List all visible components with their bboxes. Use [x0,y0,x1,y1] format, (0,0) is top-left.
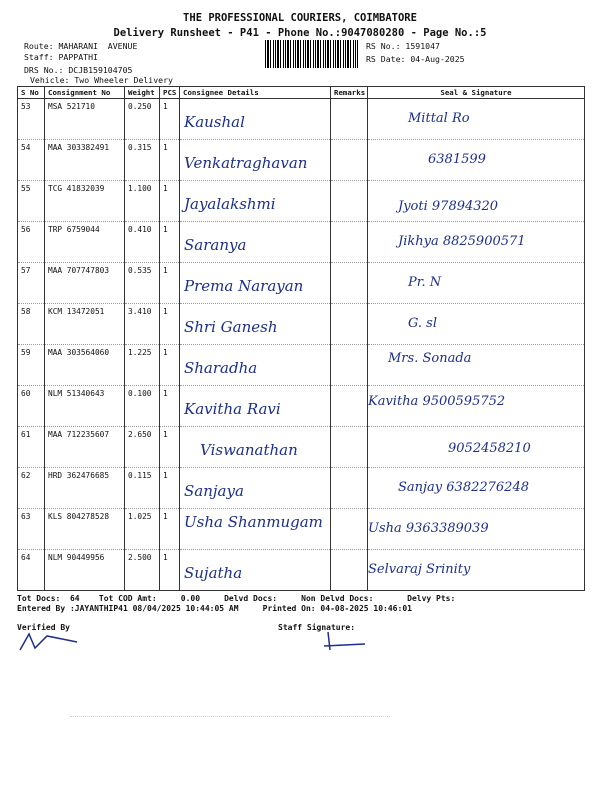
cell-weight: 0.535 [125,263,160,304]
cell-weight: 3.410 [125,304,160,345]
cell-pcs: 1 [160,550,180,591]
handwritten-consignee: Shri Ganesh [184,318,278,336]
handwritten-signature: Mrs. Sonada [388,351,472,366]
handwritten-signature: Kavitha 9500595752 [368,394,506,409]
cell-signature [368,222,585,263]
handwritten-signature: Sanjay 6382276248 [398,480,529,495]
cell-signature [368,427,585,468]
table-row [18,304,585,345]
cell-remarks [331,550,368,591]
faint-smudge [70,716,390,737]
table-row [18,99,585,140]
cell-signature [368,140,585,181]
cell-remarks [331,386,368,427]
cell-consignment: MAA 303382491 [45,140,125,181]
cell-remarks [331,140,368,181]
cell-consignment: NLM 90449956 [45,550,125,591]
cell-remarks [331,304,368,345]
cell-sno: 59 [18,345,45,386]
cell-sno: 54 [18,140,45,181]
company-title: THE PROFESSIONAL COURIERS, COIMBATORE [183,12,417,24]
cell-consignee [180,427,331,468]
table-row [18,468,585,509]
rs-number: RS No.: 1591047 [366,41,440,51]
table-row [18,345,585,386]
cell-signature [368,345,585,386]
cell-sno: 57 [18,263,45,304]
table-row [18,386,585,427]
cell-signature [368,263,585,304]
cell-weight: 0.100 [125,386,160,427]
cell-consignment: HRD 362476685 [45,468,125,509]
cell-weight: 1.025 [125,509,160,550]
cell-sno: 56 [18,222,45,263]
handwritten-signature: Selvaraj Srinity [368,562,471,577]
cell-consignment: NLM 51340643 [45,386,125,427]
cell-remarks [331,427,368,468]
cell-consignee [180,509,331,550]
cell-pcs: 1 [160,263,180,304]
totals-line: Tot Docs: 64 Tot COD Amt: 0.00 Delvd Docs: Non Delvd Docs: Delvy Pts: [17,594,456,603]
cell-weight: 2.650 [125,427,160,468]
entered-by-line: Entered By :JAYANTHIP41 08/04/2025 10:44:05 AM Printed On: 04-08-2025 10:46:01 [17,604,412,613]
cell-consignee [180,386,331,427]
cell-remarks [331,181,368,222]
vehicle-label: Vehicle: Two Wheeler Delivery [30,75,173,85]
cell-weight: 1.100 [125,181,160,222]
cell-remarks [331,263,368,304]
cell-consignee [180,140,331,181]
cell-consignee [180,468,331,509]
cell-sno: 64 [18,550,45,591]
verified-by-label: Verified By [17,623,70,632]
handwritten-consignee: Sujatha [184,564,243,582]
staff-signature-label: Staff Signature: [278,623,356,632]
cell-signature [368,386,585,427]
cell-consignment: MAA 303564060 [45,345,125,386]
col-signature: Seal & Signature [368,87,585,99]
col-pcs: PCS [160,87,180,99]
cell-consignee [180,181,331,222]
cell-consignee [180,263,331,304]
handwritten-consignee: Prema Narayan [184,277,304,295]
handwritten-consignee: Jayalakshmi [184,195,276,213]
cell-consignment: KCM 13472051 [45,304,125,345]
cell-pcs: 1 [160,468,180,509]
table-row [18,181,585,222]
cell-remarks [331,468,368,509]
verifier-signature-mark [17,630,87,655]
handwritten-consignee: Venkatraghavan [184,154,308,172]
runsheet-table [17,86,585,591]
cell-pcs: 1 [160,509,180,550]
cell-consignee [180,99,331,140]
cell-weight: 0.115 [125,468,160,509]
cell-weight: 1.225 [125,345,160,386]
cell-consignment: MAA 712235607 [45,427,125,468]
handwritten-signature: Jyoti 97894320 [398,199,499,214]
cell-remarks [331,99,368,140]
staff-label: Staff: PAPPATHI [24,52,98,62]
cell-pcs: 1 [160,181,180,222]
cell-sno: 58 [18,304,45,345]
col-remarks: Remarks [331,87,368,99]
handwritten-consignee: Kavitha Ravi [184,400,281,418]
table-row [18,550,585,591]
handwritten-consignee: Sanjaya [184,482,244,500]
cell-remarks [331,509,368,550]
cell-pcs: 1 [160,345,180,386]
table-row [18,427,585,468]
table-header-row [18,87,585,99]
cell-weight: 2.500 [125,550,160,591]
cell-weight: 0.250 [125,99,160,140]
cell-consignment: KLS 804278528 [45,509,125,550]
cell-consignee [180,550,331,591]
handwritten-consignee: Viswanathan [200,441,298,459]
cell-consignee [180,345,331,386]
cell-consignment: MSA 521710 [45,99,125,140]
cell-sno: 61 [18,427,45,468]
table-row [18,222,585,263]
drs-number: DRS No.: DCJB159104705 [24,65,133,75]
cell-remarks [331,222,368,263]
handwritten-signature: 9052458210 [448,441,531,456]
handwritten-signature: Pr. N [408,275,442,290]
route-label: Route: MAHARANI AVENUE [24,41,138,51]
col-consignment: Consignment No [45,87,125,99]
cell-signature [368,181,585,222]
col-consignee: Consignee Details [180,87,331,99]
cell-pcs: 1 [160,222,180,263]
cell-pcs: 1 [160,140,180,181]
cell-pcs: 1 [160,427,180,468]
cell-consignee [180,304,331,345]
cell-sno: 53 [18,99,45,140]
rs-date: RS Date: 04-Aug-2025 [366,54,465,64]
handwritten-consignee: Kaushal [184,113,245,131]
cell-consignee [180,222,331,263]
col-sno: S No [18,87,45,99]
col-weight: Weight [125,87,160,99]
handwritten-signature: Mittal Ro [408,111,470,126]
barcode [265,40,358,68]
table-row [18,509,585,550]
cell-sno: 60 [18,386,45,427]
cell-consignment: MAA 707747803 [45,263,125,304]
cell-sno: 63 [18,509,45,550]
runsheet-title: Delivery Runsheet - P41 - Phone No.:9047080280 - Page No.:5 [113,27,487,39]
handwritten-signature: Usha 9363389039 [368,521,489,536]
handwritten-consignee: Saranya [184,236,247,254]
handwritten-consignee: Usha Shanmugam [184,513,323,531]
cell-signature [368,304,585,345]
handwritten-signature: G. sl [408,316,438,331]
cell-remarks [331,345,368,386]
cell-signature [368,468,585,509]
cell-weight: 0.410 [125,222,160,263]
cell-signature [368,550,585,591]
cell-consignment: TRP 6759044 [45,222,125,263]
cell-sno: 55 [18,181,45,222]
cell-weight: 0.315 [125,140,160,181]
cell-consignment: TCG 41832039 [45,181,125,222]
table-row [18,263,585,304]
cell-pcs: 1 [160,386,180,427]
staff-signature-mark [320,628,380,653]
handwritten-signature: Jikhya 8825900571 [398,234,526,249]
cell-signature [368,99,585,140]
cell-signature [368,509,585,550]
cell-pcs: 1 [160,99,180,140]
table-row [18,140,585,181]
handwritten-consignee: Sharadha [184,359,258,377]
cell-pcs: 1 [160,304,180,345]
cell-sno: 62 [18,468,45,509]
handwritten-signature: 6381599 [428,152,486,167]
